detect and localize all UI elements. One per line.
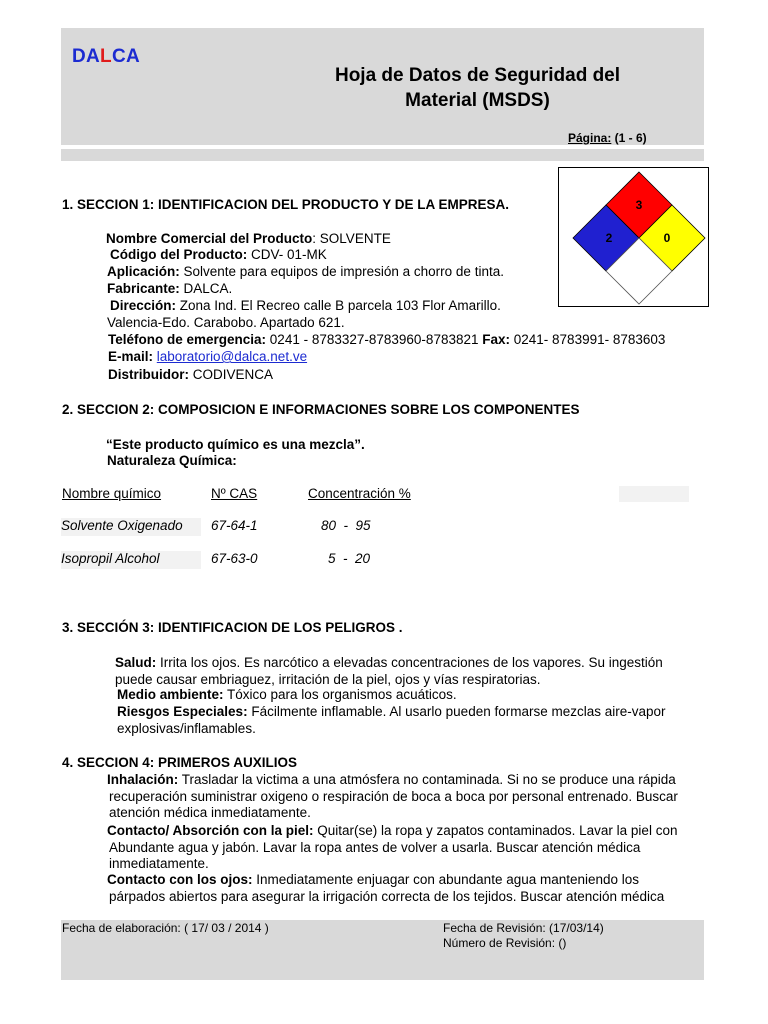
address-line-2: Valencia-Edo. Carabobo. Apartado 621. [107,315,345,330]
column-header-cas: Nº CAS [211,486,258,501]
chemical-nature-label: Naturaleza Química: [107,453,237,468]
section-4-heading: 4. SECCION 4: PRIMEROS AUXILIOS [62,755,298,770]
phone-fax-line: Teléfono de emergencia: 0241 - 8783327-8783960-8783821 Fax: 0241- 8783991- 8783603 [108,332,666,347]
nfpa-reactivity-value: 0 [663,231,671,245]
application-line: Aplicación: Solvente para equipos de impresión a chorro de tinta. [107,264,504,279]
email-link[interactable]: laboratorio@dalca.net.ve [156,349,308,364]
header-strip [61,149,704,161]
title-line-2: Material (MSDS) [405,90,550,111]
column-header-concentration: Concentración % [308,486,411,501]
table-row-2-name: Isopropil Alcohol [61,551,201,569]
eye-contact-text: Contacto con los ojos: Inmediatamente enjuagar con abundante agua manteniendo los párpados abiertos para asegurar la irrigación correcta de los tejidos. Buscar atención médica [107,872,665,904]
page-number: Página: (1 - 6) [568,131,647,145]
mixture-statement: “Este producto químico es una mezcla”. [106,437,365,452]
nfpa-diamond-frame [558,167,709,307]
section-3-heading: 3. SECCIÓN 3: IDENTIFICACION DE LOS PELIGROS . [62,620,403,635]
revision-date: Fecha de Revisión: (17/03/14) [443,921,604,935]
company-logo: DALCA [72,46,140,67]
table-row-1-name: Solvente Oxigenado [61,518,201,536]
table-row-2-cas: 67-63-0 [211,551,258,566]
nfpa-health-value: 2 [605,231,613,245]
table-row-1-concentration: 80 - 95 [321,518,371,533]
skin-contact-text: Contacto/ Absorción con la piel: Quitar(se) la ropa y zapatos contaminados. Lavar la piel con Abundante agua y jabón. Lavar la ropa antes de volver a usarla. Buscar atención médica inmediatamente. [107,823,678,871]
environment-hazard-line: Medio ambiente: Tóxico para los organismos acuáticos. [117,687,457,702]
inhalation-text: Inhalación: Trasladar la victima a una atmósfera no contaminada. Si no se produce una rápida recuperación suministrar oxigeno o respiración de boca a boca por personal entrenado. Buscar atención médica inmediatamente. [107,772,678,820]
document-title [300,63,655,113]
product-name-line: Nombre Comercial del Producto: SOLVENTE [106,231,391,246]
nfpa-diamond [559,168,708,306]
column-header-name: Nombre químico [62,486,162,501]
email-line: E-mail: laboratorio@dalca.net.ve [108,349,308,364]
address-line: Dirección: Zona Ind. El Recreo calle B parcela 103 Flor Amarillo. [110,298,501,313]
manufacturer-line: Fabricante: DALCA. [107,281,233,296]
nfpa-flammability-value: 3 [635,198,643,212]
title-line-1: Hoja de Datos de Seguridad del [334,65,621,86]
table-row-1-cas: 67-64-1 [211,518,258,533]
section-2-heading: 2. SECCION 2: COMPOSICION E INFORMACIONES SOBRE LOS COMPONENTES [62,402,580,417]
revision-number: Número de Revisión: () [443,936,567,950]
product-code-line: Código del Producto: CDV- 01-MK [110,247,327,262]
elaboration-date: Fecha de elaboración: ( 17/ 03 / 2014 ) [62,921,269,935]
distributor-line: Distribuidor: CODIVENCA [108,367,274,382]
section-1-heading: 1. SECCION 1: IDENTIFICACION DEL PRODUCTO Y DE LA EMPRESA. [62,197,510,212]
special-risks-text: Riesgos Especiales: Fácilmente inflamable. Al usarlo pueden formarse mezclas aire-vapor explosivas/inflamables. [117,704,666,736]
table-row-2-concentration: 5 - 20 [328,551,371,566]
table-shaded-cell [619,486,689,502]
health-hazard-text: Salud: Irrita los ojos. Es narcótico a elevadas concentraciones de los vapores. Su ingestión puede causar embriaguez, irritación de la piel, ojos y vías respiratorias. [115,655,663,687]
